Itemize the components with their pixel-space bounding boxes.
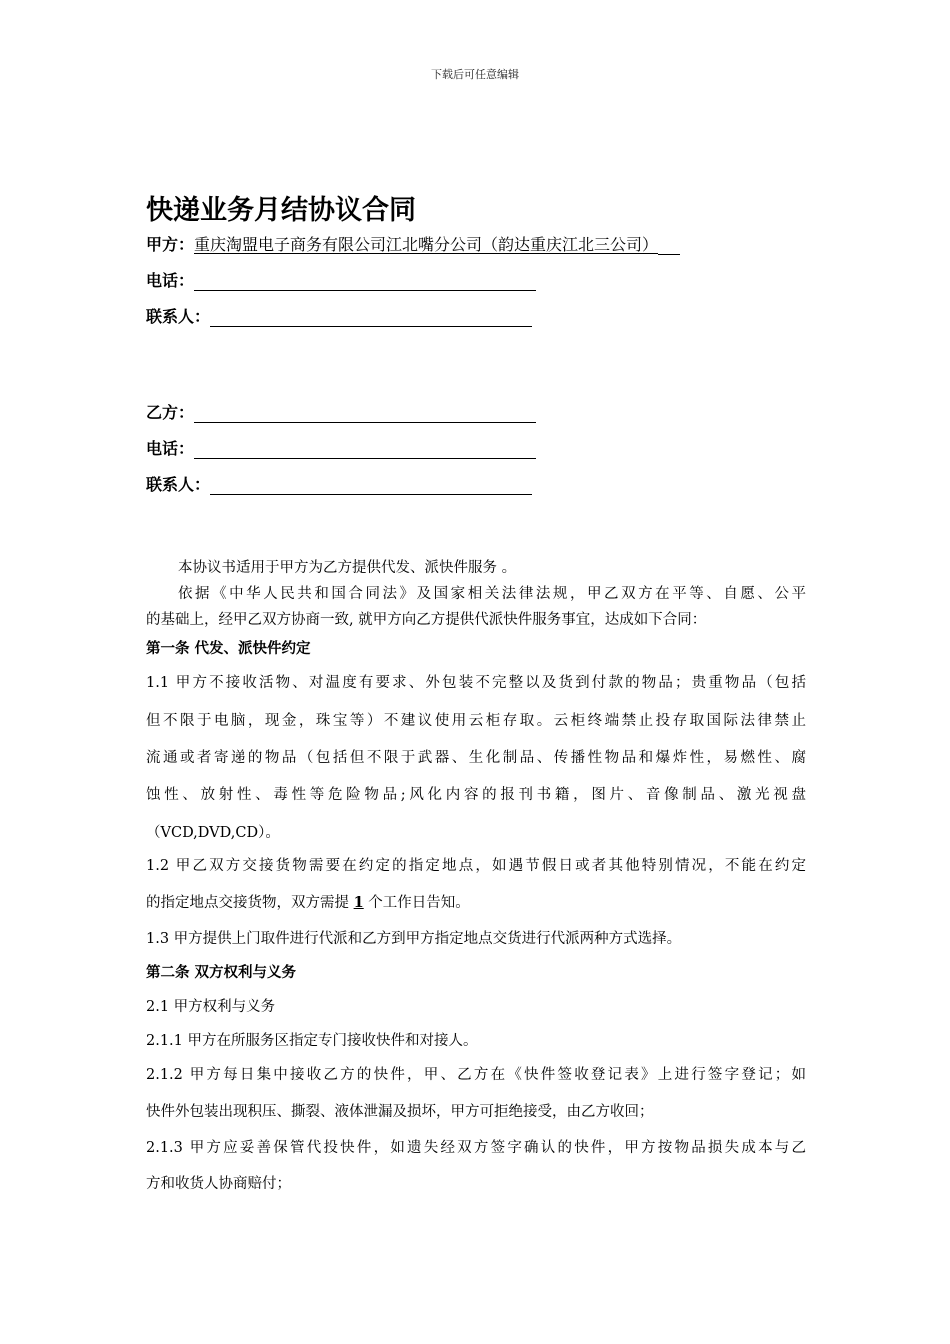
contract-title: 快递业务月结协议合同 bbox=[146, 195, 416, 226]
party-b-contact-row bbox=[146, 472, 532, 495]
party-b-contact-blank[interactable] bbox=[210, 476, 532, 495]
clause-2-1-1: 2.1.1 甲方在所服务区指定专门接收快件和对接人。 bbox=[146, 1033, 478, 1049]
party-a-contact-row bbox=[146, 304, 532, 327]
notice-days-value: 1 bbox=[353, 894, 364, 911]
party-a-phone-row bbox=[146, 268, 536, 291]
party-a-contact-label: 联系人： bbox=[146, 307, 211, 326]
party-b-phone-label: 电话： bbox=[146, 439, 195, 458]
party-b-name-blank[interactable] bbox=[194, 404, 536, 423]
party-a-name: 重庆淘盟电子商务有限公司江北嘴分公司（韵达重庆江北三公司） bbox=[194, 235, 659, 254]
clause-1-1-line-2: 但不限于电脑，现金，珠宝等）不建议使用云柜存取。云柜终端禁止投存取国际法律禁止 bbox=[146, 713, 806, 729]
clause-2-1-3-line-2: 方和收货人协商赔付； bbox=[146, 1176, 291, 1192]
page-header: 下载后可任意编辑 bbox=[431, 68, 519, 81]
party-a-phone-blank[interactable] bbox=[194, 272, 536, 291]
clause-1-2-pre: 的指定地点交接货物，双方需提 bbox=[146, 895, 354, 911]
party-a-contact-blank[interactable] bbox=[210, 308, 532, 327]
clause-2-1-3-line-1: 2.1.3 甲方应妥善保管代投快件，如遗失经双方签字确认的快件，甲方按物品损失成本与乙 bbox=[146, 1140, 806, 1156]
clause-1-1-line-5: （VCD,DVD,CD）。 bbox=[146, 825, 280, 841]
clause-1-1-line-3: 流通或者寄递的物品（包括但不限于武器、生化制品、传播性物品和爆炸性，易燃性、腐 bbox=[146, 750, 806, 766]
party-b-label: 乙方： bbox=[146, 403, 195, 422]
party-a-row bbox=[146, 232, 680, 255]
party-b-row bbox=[146, 400, 536, 423]
intro-basis-line-2: 的基础上，经甲乙双方协商一致, 就甲方向乙方提供代派快件服务事宜，达成如下合同： bbox=[146, 612, 707, 628]
party-b-phone-blank[interactable] bbox=[194, 440, 536, 459]
article-2-heading: 第二条 双方权利与义务 bbox=[146, 965, 297, 981]
clause-1-2-post: 个工作日告知。 bbox=[363, 895, 470, 911]
clause-2-1-2-line-2: 快件外包装出现积压、撕裂、液体泄漏及损坏，甲方可拒绝接受，由乙方收回； bbox=[146, 1104, 654, 1120]
clause-2-1: 2.1 甲方权利与义务 bbox=[146, 999, 276, 1015]
party-b-phone-row bbox=[146, 436, 536, 459]
clause-1-3: 1.3 甲方提供上门取件进行代派和乙方到甲方指定地点交货进行代派两种方式选择。 bbox=[146, 931, 682, 947]
party-a-name-underline bbox=[658, 236, 680, 255]
intro-scope: 本协议书适用于甲方为乙方提供代发、派快件服务 。 bbox=[178, 560, 517, 576]
clause-2-1-2-line-1: 2.1.2 甲方每日集中接收乙方的快件，甲、乙方在《快件签收登记表》上进行签字登记；如 bbox=[146, 1067, 806, 1083]
article-1-heading: 第一条 代发、派快件约定 bbox=[146, 641, 311, 657]
intro-basis-line-1: 依据《中华人民共和国合同法》及国家相关法律法规，甲乙双方在平等、自愿、公平 bbox=[178, 586, 806, 602]
clause-1-1-line-4: 蚀性、放射性、毒性等危险物品;风化内容的报刊书籍，图片、音像制品、激光视盘 bbox=[146, 787, 806, 803]
party-a-label: 甲方： bbox=[146, 235, 195, 254]
clause-1-1-line-1: 1.1 甲方不接收活物、对温度有要求、外包装不完整以及货到付款的物品；贵重物品（包括 bbox=[146, 675, 806, 691]
party-a-phone-label: 电话： bbox=[146, 271, 195, 290]
party-b-contact-label: 联系人： bbox=[146, 475, 211, 494]
clause-1-2-line-2 bbox=[146, 891, 470, 912]
clause-1-2-line-1: 1.2 甲乙双方交接货物需要在约定的指定地点，如遇节假日或者其他特别情况，不能在约定 bbox=[146, 858, 806, 874]
